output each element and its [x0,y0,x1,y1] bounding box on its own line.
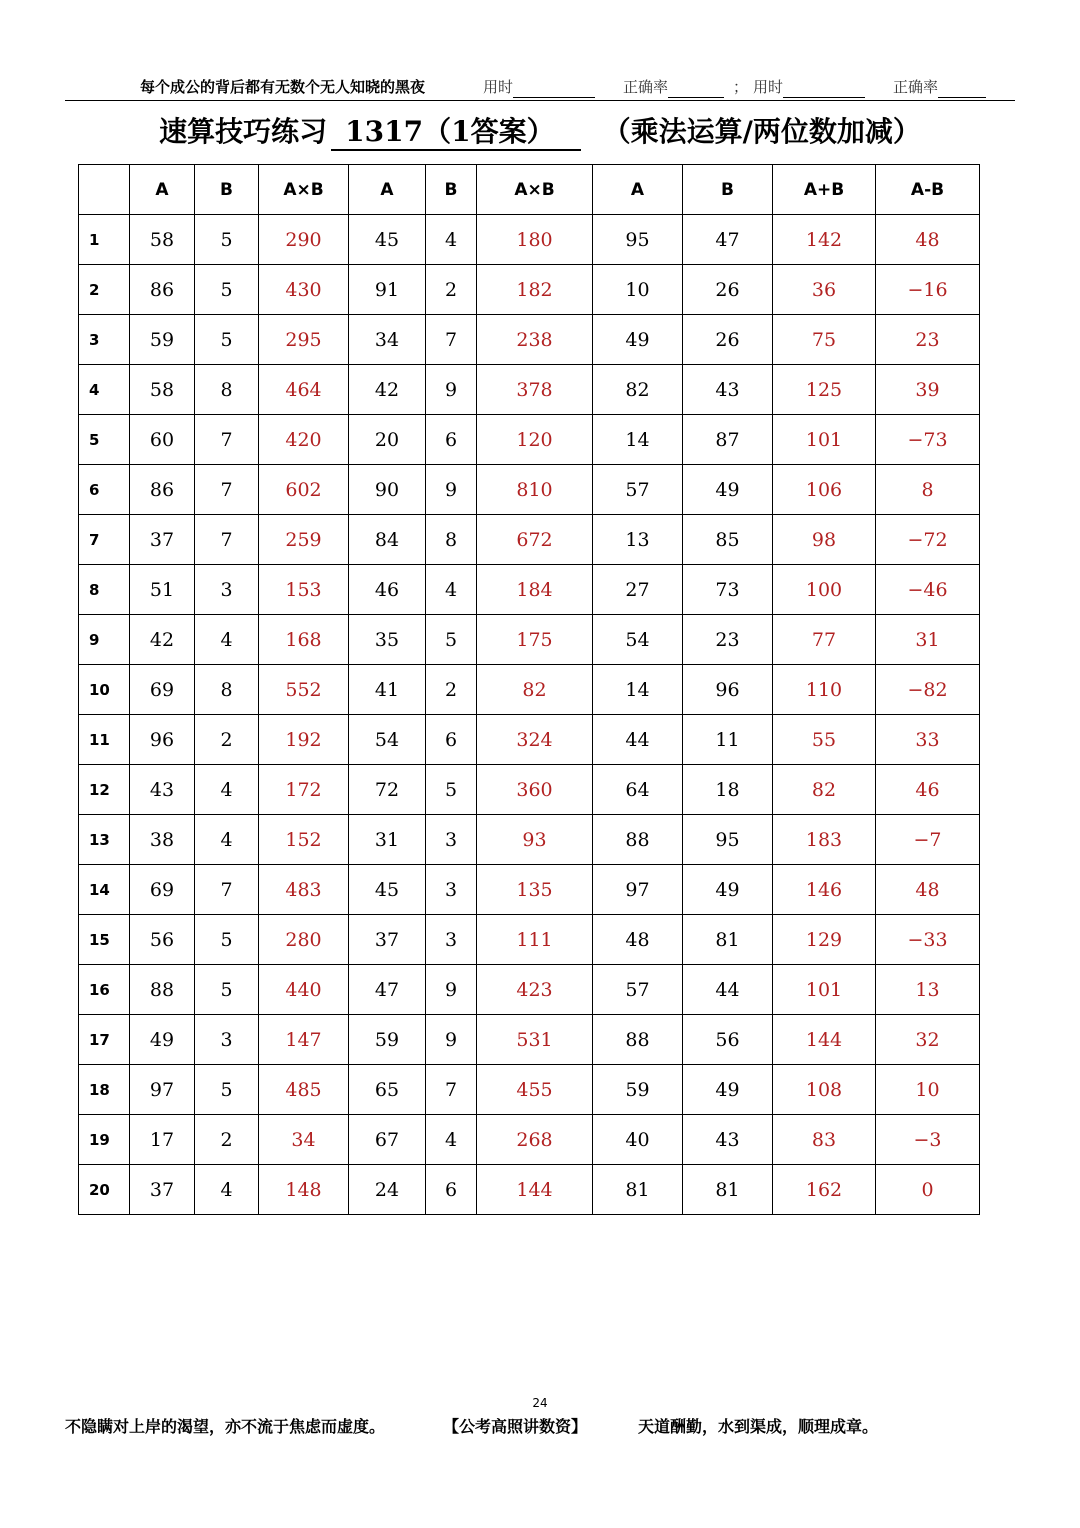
time-field-2 [753,76,865,98]
answer-cell: 77 [773,615,876,665]
operand-cell: 88 [593,815,683,865]
operand-cell: 14 [593,415,683,465]
operand-cell: 7 [195,465,259,515]
row-index: 15 [79,915,130,965]
answer-cell: 440 [259,965,349,1015]
operand-cell: 7 [426,1065,477,1115]
answer-cell: 8 [876,465,980,515]
answer-cell: −72 [876,515,980,565]
operand-cell: 5 [195,915,259,965]
operand-cell: 57 [593,965,683,1015]
table-row [79,315,980,365]
operand-cell: 45 [349,865,426,915]
accuracy-blank-2 [938,81,986,98]
operand-cell: 3 [426,865,477,915]
header-row [79,165,980,215]
row-index: 14 [79,865,130,915]
operand-cell: 49 [683,465,773,515]
answer-cell: 48 [876,215,980,265]
answer-cell: 55 [773,715,876,765]
operand-cell: 49 [130,1015,195,1065]
operand-cell: 88 [130,965,195,1015]
operand-cell: 5 [195,315,259,365]
answer-cell: 83 [773,1115,876,1165]
answer-cell: 82 [477,665,593,715]
operand-cell: 95 [683,815,773,865]
operand-cell: 24 [349,1165,426,1215]
answer-cell: 23 [876,315,980,365]
row-index: 12 [79,765,130,815]
answer-cell: 162 [773,1165,876,1215]
answer-cell: 183 [773,815,876,865]
operand-cell: 38 [130,815,195,865]
row-index: 17 [79,1015,130,1065]
operand-cell: 81 [683,915,773,965]
answer-cell: 378 [477,365,593,415]
table-row [79,1065,980,1115]
answer-cell: 146 [773,865,876,915]
operand-cell: 23 [683,615,773,665]
table-row [79,415,980,465]
operand-cell: 72 [349,765,426,815]
operand-cell: 3 [195,565,259,615]
answer-cell: 101 [773,965,876,1015]
operand-cell: 18 [683,765,773,815]
operand-cell: 42 [130,615,195,665]
operand-cell: 8 [195,365,259,415]
title-code: 1317（1答案） [331,115,580,151]
operand-cell: 86 [130,265,195,315]
operand-cell: 6 [426,715,477,765]
column-header: B [426,165,477,215]
accuracy-field-2 [893,76,986,98]
time-label-2: 用时 [753,78,784,96]
operand-cell: 4 [195,765,259,815]
answer-cell: 31 [876,615,980,665]
answer-table [78,164,980,1215]
table-row [79,515,980,565]
operand-cell: 43 [130,765,195,815]
operand-cell: 60 [130,415,195,465]
answer-cell: 144 [477,1165,593,1215]
operand-cell: 20 [349,415,426,465]
answer-cell: 100 [773,565,876,615]
answer-cell: 810 [477,465,593,515]
row-index: 11 [79,715,130,765]
operand-cell: 7 [195,415,259,465]
answer-cell: 36 [773,265,876,315]
row-index: 7 [79,515,130,565]
separator: ； [733,78,749,96]
operand-cell: 37 [130,1165,195,1215]
answer-cell: 144 [773,1015,876,1065]
operand-cell: 14 [593,665,683,715]
operand-cell: 9 [426,365,477,415]
operand-cell: 10 [593,265,683,315]
column-header: B [683,165,773,215]
answer-cell: 182 [477,265,593,315]
operand-cell: 41 [349,665,426,715]
time-blank-2 [783,81,865,98]
operand-cell: 97 [593,865,683,915]
operand-cell: 6 [426,1165,477,1215]
operand-cell: 84 [349,515,426,565]
operand-cell: 4 [426,215,477,265]
column-header [79,165,130,215]
page-number: 24 [532,1396,548,1410]
answer-cell: 483 [259,865,349,915]
answer-cell: 129 [773,915,876,965]
answer-cell: 180 [477,215,593,265]
answer-cell: 148 [259,1165,349,1215]
column-header: A [130,165,195,215]
answer-cell: 464 [259,365,349,415]
answer-cell: 75 [773,315,876,365]
operand-cell: 86 [130,465,195,515]
column-header: A [349,165,426,215]
answer-cell: 32 [876,1015,980,1065]
answer-cell: 33 [876,715,980,765]
table-row [79,365,980,415]
accuracy-blank-1 [668,81,724,98]
accuracy-label-1: 正确率 [623,78,669,96]
answer-cell: 82 [773,765,876,815]
operand-cell: 5 [195,265,259,315]
title-subtitle: （乘法运算/两位数加减） [602,115,921,148]
time-blank-1 [513,81,595,98]
answer-cell: 110 [773,665,876,715]
operand-cell: 95 [593,215,683,265]
answer-cell: 153 [259,565,349,615]
answer-cell: −7 [876,815,980,865]
operand-cell: 5 [195,215,259,265]
operand-cell: 47 [349,965,426,1015]
answer-cell: 39 [876,365,980,415]
operand-cell: 97 [130,1065,195,1115]
answer-cell: 268 [477,1115,593,1165]
table-row [79,565,980,615]
operand-cell: 40 [593,1115,683,1165]
table-row [79,1015,980,1065]
answer-cell: 142 [773,215,876,265]
operand-cell: 4 [195,815,259,865]
operand-cell: 43 [683,365,773,415]
accuracy-label-2: 正确率 [893,78,939,96]
operand-cell: 73 [683,565,773,615]
time-field-1 [483,76,595,98]
operand-cell: 37 [349,915,426,965]
answer-cell: 135 [477,865,593,915]
operand-cell: 4 [426,565,477,615]
column-header: A+B [773,165,876,215]
operand-cell: 58 [130,365,195,415]
operand-cell: 31 [349,815,426,865]
answer-cell: 147 [259,1015,349,1065]
operand-cell: 49 [593,315,683,365]
row-index: 9 [79,615,130,665]
answer-cell: −46 [876,565,980,615]
operand-cell: 9 [426,465,477,515]
operand-cell: 51 [130,565,195,615]
answer-cell: 46 [876,765,980,815]
answer-cell: 172 [259,765,349,815]
operand-cell: 11 [683,715,773,765]
operand-cell: 8 [426,515,477,565]
row-index: 13 [79,815,130,865]
operand-cell: 13 [593,515,683,565]
answer-cell: 48 [876,865,980,915]
operand-cell: 45 [349,215,426,265]
answer-cell: 485 [259,1065,349,1115]
operand-cell: 7 [426,315,477,365]
answer-cell: 423 [477,965,593,1015]
footer-right: 天道酬勤，水到渠成，顺理成章。 [638,1417,879,1436]
accuracy-field-1 [623,76,724,98]
table-row [79,665,980,715]
row-index: 19 [79,1115,130,1165]
operand-cell: 85 [683,515,773,565]
operand-cell: 96 [683,665,773,715]
answer-cell: −3 [876,1115,980,1165]
table-row [79,465,980,515]
operand-cell: 90 [349,465,426,515]
operand-cell: 46 [349,565,426,615]
operand-cell: 4 [426,1115,477,1165]
operand-cell: 56 [683,1015,773,1065]
answer-cell: 259 [259,515,349,565]
answer-cell: 0 [876,1165,980,1215]
table-row [79,265,980,315]
operand-cell: 59 [593,1065,683,1115]
time-label-1: 用时 [483,78,514,96]
operand-cell: 9 [426,965,477,1015]
answer-cell: 34 [259,1115,349,1165]
operand-cell: 67 [349,1115,426,1165]
answer-cell: 324 [477,715,593,765]
operand-cell: 49 [683,865,773,915]
operand-cell: 54 [349,715,426,765]
column-header: B [195,165,259,215]
operand-cell: 35 [349,615,426,665]
answer-cell: 111 [477,915,593,965]
footer-center: 【公考高照讲数资】 [443,1417,588,1436]
answer-cell: 455 [477,1065,593,1115]
table-row [79,765,980,815]
column-header: A [593,165,683,215]
operand-cell: 69 [130,865,195,915]
answer-cell: 420 [259,415,349,465]
answer-cell: 290 [259,215,349,265]
operand-cell: 57 [593,465,683,515]
answer-cell: 192 [259,715,349,765]
answer-cell: 152 [259,815,349,865]
answer-cell: −16 [876,265,980,315]
operand-cell: 44 [683,965,773,1015]
operand-cell: 88 [593,1015,683,1065]
operand-cell: 17 [130,1115,195,1165]
answer-cell: 101 [773,415,876,465]
operand-cell: 87 [683,415,773,465]
header-motto: 每个成公的背后都有无数个无人知晓的黑夜 [140,78,426,96]
operand-cell: 82 [593,365,683,415]
row-index: 5 [79,415,130,465]
answer-cell: 184 [477,565,593,615]
operand-cell: 8 [195,665,259,715]
operand-cell: 4 [195,1165,259,1215]
answer-cell: 238 [477,315,593,365]
operand-cell: 91 [349,265,426,315]
column-header: A×B [477,165,593,215]
operand-cell: 37 [130,515,195,565]
answer-cell: 120 [477,415,593,465]
operand-cell: 48 [593,915,683,965]
page-header [65,76,1015,101]
answer-cell: −73 [876,415,980,465]
answer-cell: 13 [876,965,980,1015]
answer-cell: 175 [477,615,593,665]
table-row [79,1115,980,1165]
answer-cell: 125 [773,365,876,415]
operand-cell: 5 [426,615,477,665]
answer-cell: 430 [259,265,349,315]
answer-cell: −33 [876,915,980,965]
operand-cell: 3 [195,1015,259,1065]
table-row [79,915,980,965]
operand-cell: 59 [349,1015,426,1065]
operand-cell: 5 [195,965,259,1015]
operand-cell: 26 [683,265,773,315]
answer-cell: 672 [477,515,593,565]
answer-cell: 93 [477,815,593,865]
table-row [79,865,980,915]
operand-cell: 7 [195,515,259,565]
operand-cell: 9 [426,1015,477,1065]
operand-cell: 7 [195,865,259,915]
row-index: 20 [79,1165,130,1215]
operand-cell: 54 [593,615,683,665]
operand-cell: 27 [593,565,683,615]
operand-cell: 26 [683,315,773,365]
operand-cell: 64 [593,765,683,815]
operand-cell: 42 [349,365,426,415]
answer-cell: −82 [876,665,980,715]
operand-cell: 3 [426,915,477,965]
operand-cell: 5 [195,1065,259,1115]
table-row [79,1165,980,1215]
answer-cell: 106 [773,465,876,515]
answer-cell: 280 [259,915,349,965]
operand-cell: 6 [426,415,477,465]
row-index: 4 [79,365,130,415]
answer-cell: 108 [773,1065,876,1115]
row-index: 10 [79,665,130,715]
answer-cell: 295 [259,315,349,365]
row-index: 1 [79,215,130,265]
operand-cell: 47 [683,215,773,265]
operand-cell: 81 [683,1165,773,1215]
table-row [79,615,980,665]
answer-cell: 168 [259,615,349,665]
operand-cell: 5 [426,765,477,815]
table-row [79,215,980,265]
operand-cell: 3 [426,815,477,865]
operand-cell: 2 [195,1115,259,1165]
row-index: 16 [79,965,130,1015]
column-header: A-B [876,165,980,215]
row-index: 2 [79,265,130,315]
answer-cell: 10 [876,1065,980,1115]
table-row [79,965,980,1015]
operand-cell: 59 [130,315,195,365]
operand-cell: 34 [349,315,426,365]
operand-cell: 96 [130,715,195,765]
operand-cell: 56 [130,915,195,965]
answer-cell: 602 [259,465,349,515]
operand-cell: 58 [130,215,195,265]
column-header: A×B [259,165,349,215]
table-row [79,815,980,865]
footer-left: 不隐瞒对上岸的渴望，亦不流于焦虑而虚度。 [65,1417,386,1436]
answer-cell: 531 [477,1015,593,1065]
table-row [79,715,980,765]
operand-cell: 65 [349,1065,426,1115]
row-index: 18 [79,1065,130,1115]
operand-cell: 4 [195,615,259,665]
page-title [0,112,1080,152]
operand-cell: 2 [426,665,477,715]
answer-cell: 552 [259,665,349,715]
title-main: 速算技巧练习 [159,115,328,148]
row-index: 8 [79,565,130,615]
operand-cell: 81 [593,1165,683,1215]
table-body [79,215,980,1215]
row-index: 6 [79,465,130,515]
answer-cell: 98 [773,515,876,565]
operand-cell: 2 [195,715,259,765]
operand-cell: 44 [593,715,683,765]
operand-cell: 49 [683,1065,773,1115]
row-index: 3 [79,315,130,365]
operand-cell: 69 [130,665,195,715]
operand-cell: 2 [426,265,477,315]
answer-cell: 360 [477,765,593,815]
operand-cell: 43 [683,1115,773,1165]
